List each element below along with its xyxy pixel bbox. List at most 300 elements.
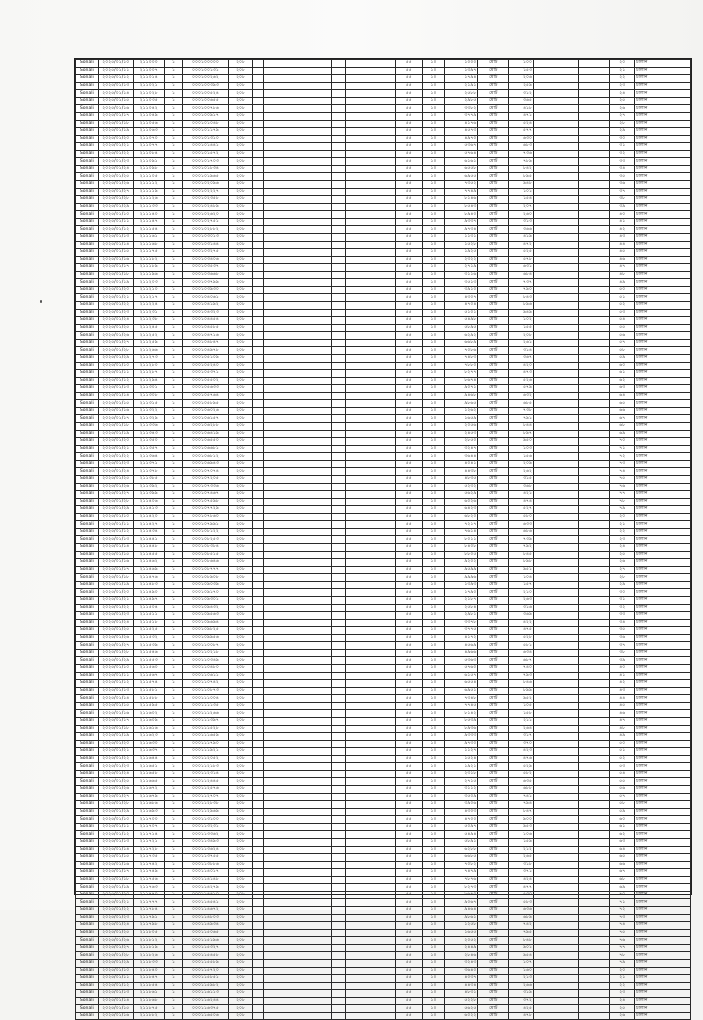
cell-subtotal: ৮৯৫	[509, 173, 534, 181]
cell-voucher: ৬৪	[610, 846, 635, 854]
cell-digit: ১	[164, 211, 183, 219]
cell-settlement	[534, 82, 579, 90]
cell-code: ০০০১০৬২৮৮	[183, 423, 228, 431]
cell-amount: ১৩৯৭	[445, 67, 478, 75]
cell-filler	[346, 218, 396, 226]
cell-ref: ২০৮	[228, 997, 253, 1005]
cell-settlement	[534, 498, 579, 506]
cell-status: চালান	[635, 612, 691, 620]
cell-kind	[253, 755, 263, 763]
cell-check_code: ৫৫	[395, 354, 422, 362]
cell-filler	[346, 483, 396, 491]
cell-ref: ২০৮	[228, 770, 253, 778]
cell-bank: Sonali	[76, 203, 99, 211]
cell-code: ০০০১০৮৭৭৭	[183, 566, 228, 574]
cell-payer_ref	[263, 680, 331, 688]
cell-village	[579, 332, 610, 340]
cell-settlement	[534, 112, 579, 120]
cell-payer_ref	[263, 105, 331, 113]
cell-amount: ৯৫৯৯	[445, 566, 478, 574]
table-row	[76, 763, 691, 771]
cell-rate: ১০	[422, 309, 445, 317]
cell-bank: Sonali	[76, 385, 99, 393]
cell-filler	[346, 846, 396, 854]
cell-date: ২০২৫/০১/২০	[98, 135, 133, 143]
cell-ledger: মোট	[478, 181, 509, 189]
cell-kind	[253, 566, 263, 574]
cell-kind	[253, 544, 263, 552]
cell-code: ০০০১০১৪৪১	[183, 143, 228, 151]
cell-digit: ১	[164, 339, 183, 347]
cell-payer_ref	[263, 574, 331, 582]
cell-code: ০০০১০৬৪১৯	[183, 430, 228, 438]
cell-date: ২০২৫/০১/২৮	[98, 801, 133, 809]
cell-settlement	[534, 491, 579, 499]
table-row	[76, 619, 691, 627]
cell-payer_ref	[263, 377, 331, 385]
cell-kind	[253, 317, 263, 325]
cell-payer_ref	[263, 218, 331, 226]
cell-bank: Sonali	[76, 778, 99, 786]
cell-kind	[253, 808, 263, 816]
cell-amount: ৬৫৫৮	[445, 165, 478, 173]
cell-status: চালান	[635, 128, 691, 136]
cell-ledger: মোট	[478, 634, 509, 642]
cell-filler	[346, 944, 396, 952]
cell-date: ২০২৫/০১/২০	[98, 589, 133, 597]
cell-account_no: ২১১০৮৪	[133, 150, 164, 158]
table-row	[76, 975, 691, 983]
cell-check_code: ৫৫	[395, 370, 422, 378]
table-row	[76, 589, 691, 597]
cell-bank: Sonali	[76, 438, 99, 446]
cell-filler	[346, 914, 396, 922]
cell-bank: Sonali	[76, 937, 99, 945]
cell-subtotal: ৪২২	[509, 619, 534, 627]
cell-settlement	[534, 876, 579, 884]
cell-amount: ৪৩০৭	[445, 294, 478, 302]
cell-digit: ১	[164, 97, 183, 105]
cell-date: ২০২৫/০১/১৬	[98, 710, 133, 718]
cell-payer_ref	[263, 801, 331, 809]
cell-name	[331, 75, 345, 83]
cell-amount: ২৯৮৫	[445, 97, 478, 105]
cell-digit: ১	[164, 657, 183, 665]
cell-status: চালান	[635, 483, 691, 491]
cell-ref: ২০৮	[228, 725, 253, 733]
cell-rate: ১০	[422, 566, 445, 574]
cell-settlement	[534, 226, 579, 234]
cell-subtotal: ৯৪৮	[509, 181, 534, 189]
cell-settlement	[534, 907, 579, 915]
cell-filler	[346, 430, 396, 438]
cell-date: ২০২৫/০১/১৬	[98, 256, 133, 264]
cell-village	[579, 634, 610, 642]
cell-voucher: ৪৭	[610, 717, 635, 725]
cell-status: চালান	[635, 884, 691, 892]
cell-kind	[253, 672, 263, 680]
cell-amount: ৯৯৯৬	[445, 574, 478, 582]
cell-filler	[346, 891, 396, 899]
cell-date: ২০২৫/০১/১১	[98, 370, 133, 378]
cell-amount: ৫৭৬৪	[445, 150, 478, 158]
cell-ledger: মোট	[478, 392, 509, 400]
cell-payer_ref	[263, 740, 331, 748]
cell-filler	[346, 324, 396, 332]
cell-bank: Sonali	[76, 128, 99, 136]
table-row	[76, 831, 691, 839]
cell-ledger: মোট	[478, 498, 509, 506]
cell-kind	[253, 392, 263, 400]
cell-ledger: মোট	[478, 997, 509, 1005]
cell-kind	[253, 75, 263, 83]
cell-account_no: ২১১২৭৩	[133, 354, 164, 362]
cell-ledger: মোট	[478, 249, 509, 257]
cell-ref: ২০৮	[228, 286, 253, 294]
cell-date: ২০২৫/০১/১৯	[98, 128, 133, 136]
cell-rate: ১০	[422, 816, 445, 824]
cell-name	[331, 536, 345, 544]
cell-status: চালান	[635, 377, 691, 385]
cell-name	[331, 944, 345, 952]
table-row	[76, 309, 691, 317]
cell-name	[331, 460, 345, 468]
cell-village	[579, 392, 610, 400]
cell-village	[579, 135, 610, 143]
cell-code: ০০০১০৬১৫৭	[183, 415, 228, 423]
cell-bank: Sonali	[76, 264, 99, 272]
cell-village	[579, 808, 610, 816]
cell-village	[579, 173, 610, 181]
cell-ref: ২০৮	[228, 649, 253, 657]
cell-rate: ১০	[422, 574, 445, 582]
cell-code: ০০০১১৫৪৫৮	[183, 952, 228, 960]
cell-code: ০০০১১৩৩৬২	[183, 831, 228, 839]
cell-digit: ১	[164, 370, 183, 378]
cell-subtotal: ৫৮২	[509, 770, 534, 778]
table-row	[76, 929, 691, 937]
cell-amount: ৬১৬১	[445, 158, 478, 166]
cell-subtotal: ৫৭৭	[509, 128, 534, 136]
cell-status: চালান	[635, 937, 691, 945]
cell-filler	[346, 997, 396, 1005]
cell-date: ২০২৫/০১/১১	[98, 521, 133, 529]
cell-voucher: ৬৭	[610, 415, 635, 423]
cell-account_no: ২১১০২৮	[133, 90, 164, 98]
cell-ledger: মোট	[478, 415, 509, 423]
cell-account_no: ২১১৭৬৩	[133, 884, 164, 892]
cell-kind	[253, 846, 263, 854]
cell-village	[579, 188, 610, 196]
cell-village	[579, 922, 610, 930]
cell-digit: ১	[164, 513, 183, 521]
cell-village	[579, 1012, 610, 1020]
cell-voucher: ৬৮	[610, 876, 635, 884]
cell-settlement	[534, 551, 579, 559]
cell-voucher: ৬১	[610, 823, 635, 831]
table-row	[76, 354, 691, 362]
cell-settlement	[534, 453, 579, 461]
cell-date: ২০২৫/০১/১৯	[98, 581, 133, 589]
cell-name	[331, 286, 345, 294]
cell-date: ২০২৫/০১/২৭	[98, 491, 133, 499]
cell-code: ০০০১১১০০৪	[183, 695, 228, 703]
cell-digit: ১	[164, 642, 183, 650]
cell-bank: Sonali	[76, 619, 99, 627]
table-row	[76, 604, 691, 612]
cell-rate: ১০	[422, 891, 445, 899]
cell-subtotal: ৬৮৮	[509, 786, 534, 794]
cell-status: চালান	[635, 67, 691, 75]
cell-filler	[346, 513, 396, 521]
cell-name	[331, 619, 345, 627]
cell-bank: Sonali	[76, 143, 99, 151]
cell-code: ০০০১১৫১৯৬	[183, 937, 228, 945]
cell-date: ২০২৫/০১/১০	[98, 362, 133, 370]
cell-bank: Sonali	[76, 324, 99, 332]
cell-ledger: মোট	[478, 309, 509, 317]
cell-ref: ২০৮	[228, 181, 253, 189]
cell-kind	[253, 823, 263, 831]
cell-digit: ১	[164, 264, 183, 272]
cell-rate: ১০	[422, 937, 445, 945]
cell-kind	[253, 370, 263, 378]
cell-settlement	[534, 634, 579, 642]
cell-settlement	[534, 649, 579, 657]
cell-code: ০০০১১৫৫৮৯	[183, 959, 228, 967]
cell-name	[331, 392, 345, 400]
cell-check_code: ৫৫	[395, 808, 422, 816]
cell-code: ০০০১০৪১৯২	[183, 302, 228, 310]
cell-village	[579, 181, 610, 189]
cell-amount: ৯৭৩৪	[445, 226, 478, 234]
cell-payer_ref	[263, 135, 331, 143]
cell-date: ২০২৫/০১/১০	[98, 967, 133, 975]
cell-subtotal: ৬৩০	[509, 135, 534, 143]
cell-name	[331, 975, 345, 983]
cell-kind	[253, 831, 263, 839]
cell-kind	[253, 748, 263, 756]
cell-village	[579, 67, 610, 75]
cell-kind	[253, 990, 263, 998]
cell-code: ০০০১১৪৮০৩	[183, 914, 228, 922]
cell-code: ০০০১০৮২৫৩	[183, 536, 228, 544]
cell-payer_ref	[263, 506, 331, 514]
cell-subtotal: ৪২০	[509, 362, 534, 370]
cell-check_code: ৫৫	[395, 173, 422, 181]
cell-village	[579, 725, 610, 733]
cell-voucher: ৫৭	[610, 793, 635, 801]
cell-code: ০০০১০৩৭৯৯	[183, 279, 228, 287]
cell-check_code: ৫৫	[395, 831, 422, 839]
cell-filler	[346, 710, 396, 718]
cell-bank: Sonali	[76, 612, 99, 620]
cell-check_code: ৫৫	[395, 233, 422, 241]
cell-village	[579, 75, 610, 83]
cell-account_no: ২১১২০৩	[133, 279, 164, 287]
cell-check_code: ৫৫	[395, 891, 422, 899]
cell-kind	[253, 619, 263, 627]
cell-digit: ১	[164, 332, 183, 340]
cell-name	[331, 816, 345, 824]
cell-village	[579, 385, 610, 393]
cell-kind	[253, 770, 263, 778]
cell-rate: ১০	[422, 506, 445, 514]
cell-account_no: ২১১৬৭৯	[133, 793, 164, 801]
cell-amount: ১৯২৫	[445, 249, 478, 257]
cell-rate: ১০	[422, 196, 445, 204]
cell-check_code: ৫৫	[395, 975, 422, 983]
cell-account_no: ২১১৬৭২	[133, 786, 164, 794]
cell-ledger: মোট	[478, 438, 509, 446]
cell-payer_ref	[263, 695, 331, 703]
table-row	[76, 816, 691, 824]
cell-code: ০০০১১৫৭২০	[183, 967, 228, 975]
cell-code: ০০০১০৩৯৩০	[183, 286, 228, 294]
cell-subtotal: ৭৮৯	[509, 158, 534, 166]
cell-village	[579, 347, 610, 355]
cell-filler	[346, 233, 396, 241]
table-row	[76, 717, 691, 725]
cell-status: চালান	[635, 256, 691, 264]
cell-rate: ১০	[422, 793, 445, 801]
cell-village	[579, 82, 610, 90]
cell-voucher: ৬২	[610, 377, 635, 385]
table-row	[76, 324, 691, 332]
cell-subtotal: ৯৪৯	[509, 309, 534, 317]
cell-account_no: ২১১২৪৫	[133, 324, 164, 332]
cell-name	[331, 627, 345, 635]
cell-ledger: মোট	[478, 521, 509, 529]
cell-settlement	[534, 513, 579, 521]
cell-ledger: মোট	[478, 271, 509, 279]
cell-amount: ৬২৯২	[445, 332, 478, 340]
cell-kind	[253, 188, 263, 196]
cell-digit: ১	[164, 112, 183, 120]
cell-name	[331, 997, 345, 1005]
cell-digit: ১	[164, 544, 183, 552]
cell-payer_ref	[263, 430, 331, 438]
cell-kind	[253, 695, 263, 703]
cell-amount: ৩১১৬	[445, 271, 478, 279]
cell-account_no: ২১১৫২৫	[133, 627, 164, 635]
cell-ref: ২০৮	[228, 642, 253, 650]
cell-kind	[253, 385, 263, 393]
cell-amount: ২৫৮৮	[445, 90, 478, 98]
cell-ledger: মোট	[478, 770, 509, 778]
cell-voucher: ২৫	[610, 97, 635, 105]
cell-bank: Sonali	[76, 975, 99, 983]
cell-kind	[253, 218, 263, 226]
cell-bank: Sonali	[76, 211, 99, 219]
cell-village	[579, 929, 610, 937]
cell-filler	[346, 808, 396, 816]
cell-code: ০০০১০৪০৬১	[183, 294, 228, 302]
cell-account_no: ২১১২৫৯	[133, 339, 164, 347]
ledger-table-container	[74, 58, 692, 1019]
cell-ref: ২০৮	[228, 135, 253, 143]
cell-payer_ref	[263, 302, 331, 310]
cell-check_code: ৫৫	[395, 112, 422, 120]
cell-ref: ২০৮	[228, 218, 253, 226]
cell-kind	[253, 339, 263, 347]
cell-bank: Sonali	[76, 710, 99, 718]
cell-rate: ১০	[422, 165, 445, 173]
cell-filler	[346, 279, 396, 287]
cell-kind	[253, 596, 263, 604]
cell-bank: Sonali	[76, 990, 99, 998]
cell-digit: ১	[164, 67, 183, 75]
cell-settlement	[534, 128, 579, 136]
cell-account_no: ২১১৮৮২	[133, 1012, 164, 1020]
cell-village	[579, 891, 610, 899]
cell-amount: ১৯২১	[445, 763, 478, 771]
cell-ref: ২০৮	[228, 438, 253, 446]
cell-date: ২০২৫/০১/২৭	[98, 793, 133, 801]
cell-bank: Sonali	[76, 551, 99, 559]
table-row	[76, 566, 691, 574]
cell-bank: Sonali	[76, 763, 99, 771]
cell-name	[331, 740, 345, 748]
cell-date: ২০২৫/০১/২৩	[98, 309, 133, 317]
cell-ref: ২০৮	[228, 453, 253, 461]
cell-amount: ৩৩৮২	[445, 105, 478, 113]
cell-digit: ১	[164, 975, 183, 983]
cell-voucher: ৪১	[610, 218, 635, 226]
cell-ref: ২০৮	[228, 256, 253, 264]
cell-village	[579, 642, 610, 650]
cell-status: চালান	[635, 778, 691, 786]
cell-account_no: ২১১১৩৩	[133, 203, 164, 211]
cell-settlement	[534, 801, 579, 809]
cell-village	[579, 158, 610, 166]
cell-filler	[346, 899, 396, 907]
cell-kind	[253, 407, 263, 415]
cell-filler	[346, 241, 396, 249]
cell-voucher: ৬৫	[610, 854, 635, 862]
cell-bank: Sonali	[76, 347, 99, 355]
cell-digit: ১	[164, 528, 183, 536]
cell-name	[331, 165, 345, 173]
cell-filler	[346, 423, 396, 431]
cell-voucher: ৫৯	[610, 808, 635, 816]
cell-ledger: মোট	[478, 680, 509, 688]
cell-amount: ৩৫১৩	[445, 279, 478, 287]
cell-check_code: ৫৫	[395, 793, 422, 801]
cell-digit: ১	[164, 181, 183, 189]
cell-kind	[253, 112, 263, 120]
cell-amount: ৩৯১০	[445, 286, 478, 294]
cell-account_no: ২১১০২১	[133, 82, 164, 90]
cell-account_no: ২১১৭২৮	[133, 846, 164, 854]
cell-check_code: ৫৫	[395, 657, 422, 665]
cell-rate: ১০	[422, 128, 445, 136]
cell-date: ২০২৫/০১/২০	[98, 740, 133, 748]
cell-kind	[253, 165, 263, 173]
cell-voucher: ৪২	[610, 680, 635, 688]
cell-name	[331, 733, 345, 741]
cell-kind	[253, 135, 263, 143]
cell-date: ২০২৫/০১/২২	[98, 453, 133, 461]
cell-code: ০০০১০০৯১৭	[183, 112, 228, 120]
cell-check_code: ৫৫	[395, 286, 422, 294]
cell-rate: ১০	[422, 528, 445, 536]
table-row	[76, 82, 691, 90]
cell-kind	[253, 740, 263, 748]
table-row	[76, 475, 691, 483]
cell-ref: ২০৮	[228, 990, 253, 998]
cell-kind	[253, 521, 263, 529]
